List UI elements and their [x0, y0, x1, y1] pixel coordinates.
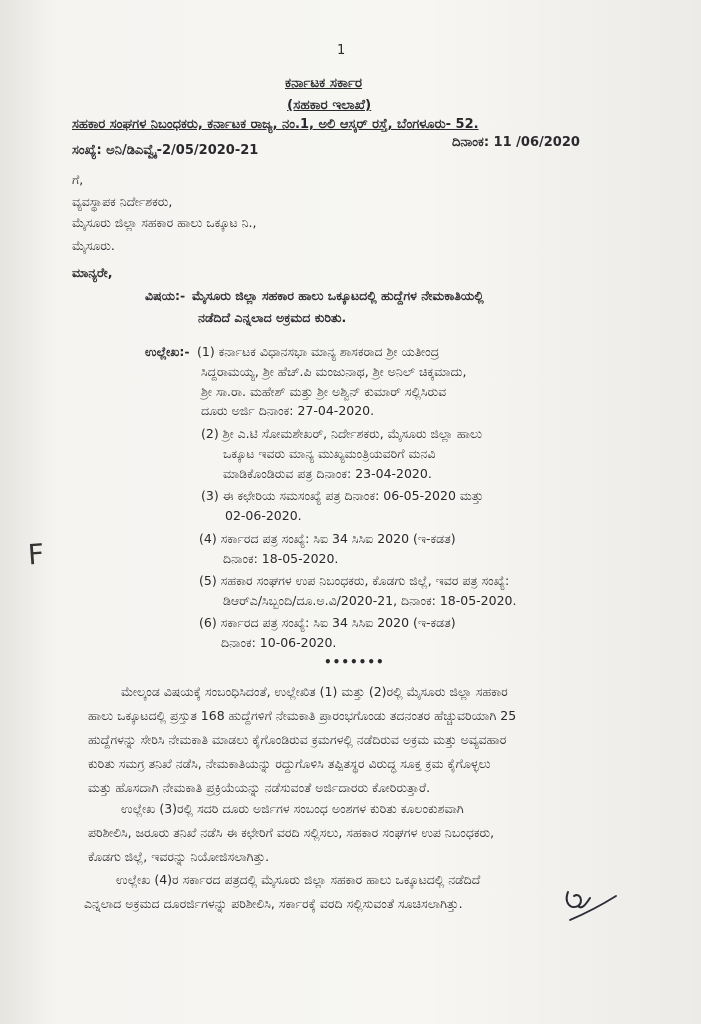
paragraph-line: ಉಲ್ಲೇಖ (3)ರಲ್ಲಿ ಸದರಿ ದೂರು ಅರ್ಜಿಗಳ ಸಂಬಂಧ ಅಂಶಗಳ ಕುರಿತು ಕೂಲಂಕುಶವಾಗಿ [121, 801, 464, 816]
letter-date: ದಿನಾಂಕ: 11 /06/2020 [452, 135, 580, 150]
reference-item: ಸಿದ್ದರಾಮಯ್ಯ, ಶ್ರೀ ಹೆಚ್.ಪಿ ಮಂಜುನಾಥ, ಶ್ರೀ ಅನಿಲ್ ಚಿಕ್ಕಮಾದು, [201, 364, 467, 379]
header-government: ಕರ್ನಾಟಕ ಸರ್ಕಾರ [285, 75, 363, 91]
reference-item: ದಿನಾಂಕ: 18-05-2020. [223, 551, 339, 566]
body-paragraph [88, 680, 517, 800]
reference-item: ಮಾಡಿಕೊಂಡಿರುವ ಪತ್ರ ದಿನಾಂಕ: 23-04-2020. [223, 466, 432, 481]
reference-item: ಶ್ರೀ ಸಾ.ರಾ. ಮಹೇಶ್ ಮತ್ತು ಶ್ರೀ ಅಶ್ವಿನ್ ಕುಮಾರ್ ಸಲ್ಲಿಸಿರುವ [201, 384, 447, 399]
paragraph-line: ಹಾಲು ಒಕ್ಕೂಟದಲ್ಲಿ ಪ್ರಸ್ತುತ 168 ಹುದ್ದೆಗಳಿಗೆ ನೇಮಕಾತಿ ಪ್ರಾರಂಭಗೊಂಡು ತದನಂತರ ಹೆಚ್ಚುವರಿಯಾಗಿ 25 [88, 708, 517, 723]
references-label: ಉಲ್ಲೇಖ:- [145, 344, 190, 359]
initials-signature [560, 880, 620, 928]
paragraph-line: ಮೇಲ್ಕಂಡ ವಿಷಯಕ್ಕೆ ಸಂಬಂಧಿಸಿದಂತೆ, ಉಲ್ಲೇಖಿತ (1) ಮತ್ತು (2)ರಲ್ಲಿ ಮೈಸೂರು ಜಿಲ್ಲಾ ಸಹಕಾರ [121, 684, 508, 699]
subject-text: ನಡೆದಿದೆ ಎನ್ನಲಾದ ಅಕ್ರಮದ ಕುರಿತು. [198, 310, 347, 325]
separator: ••••••• [324, 655, 385, 669]
paragraph-line: ಎನ್ನಲಾದ ಅಕ್ರಮದ ದೂರರ್ಜಿಗಳನ್ನು ಪರಿಶೀಲಿಸಿ, ಸರ್ಕಾರಕ್ಕೆ ವರದಿ ಸಲ್ಲಿಸುವಂತೆ ಸೂಚಿಸಲಾಗಿತ್ತು. [84, 896, 463, 911]
subject-text: ಮೈಸೂರು ಜಿಲ್ಲಾ ಸಹಕಾರ ಹಾಲು ಒಕ್ಕೂಟದಲ್ಲಿ ಹುದ್ದೆಗಳ ನೇಮಕಾತಿಯಲ್ಲಿ [192, 288, 484, 303]
paragraph-line: ಕುರಿತು ಸಮಗ್ರ ತನಿಖೆ ನಡೆಸಿ, ನೇಮಕಾತಿಯನ್ನು ರದ್ದುಗೊಳಿಸಿ ತಪ್ಪಿತಸ್ಥರ ವಿರುದ್ಧ ಸೂಕ್ತ ಕ್ರಮ ಕೈಗೊಳ್ಳಲು [88, 756, 491, 771]
salutation: ಮಾನ್ಯರೇ, [72, 265, 113, 280]
body-paragraph [88, 797, 494, 869]
body-paragraph [84, 868, 480, 916]
reference-item: (5) ಸಹಕಾರ ಸಂಘಗಳ ಉಪ ನಿಬಂಧಕರು, ಕೊಡಗು ಜಿಲ್ಲೆ, ಇವರ ಪತ್ರ ಸಂಖ್ಯೆ: [199, 573, 510, 588]
recipient-line: ವ್ಯವಸ್ಥಾಪಕ ನಿರ್ದೇಶಕರು, [72, 194, 173, 209]
reference-item: (6) ಸರ್ಕಾರದ ಪತ್ರ ಸಂಖ್ಯೆ: ಸಿಐ 34 ಸಿಸಿಐ 2020 (ಇ-ಕಡತ) [199, 615, 456, 630]
reference-item: (4) ಸರ್ಕಾರದ ಪತ್ರ ಸಂಖ್ಯೆ: ಸಿಐ 34 ಸಿಸಿಐ 2020 (ಇ-ಕಡತ) [199, 531, 456, 546]
recipient-to: ಗೆ, [72, 172, 84, 187]
recipient-line: ಮೈಸೂರು ಜಿಲ್ಲಾ ಸಹಕಾರ ಹಾಲು ಒಕ್ಕೂಟ ನಿ., [72, 215, 257, 230]
recipient-line: ಮೈಸೂರು. [72, 238, 115, 253]
paragraph-line: ಹುದ್ದೆಗಳನ್ನು ಸೇರಿಸಿ ನೇಮಕಾತಿ ಮಾಡಲು ಕೈಗೊಂಡಿರುವ ಕ್ರಮಗಳಲ್ಲಿ ನಡೆದಿರುವ ಅಕ್ರಮ ಮತ್ತು ಅವ್ಯವಹಾರ [88, 732, 507, 747]
header-department: (ಸಹಕಾರ ಇಲಾಖೆ) [287, 97, 372, 113]
reference-item: (1) ಕರ್ನಾಟಕ ವಿಧಾನಸಭಾ ಮಾನ್ಯ ಶಾಸಕರಾದ ಶ್ರೀ ಯತೀಂದ್ರ [197, 344, 440, 359]
reference-item: (3) ಈ ಕಛೇರಿಯ ಸಮಸಂಖ್ಯೆ ಪತ್ರ ದಿನಾಂಕ: 06-05-2020 ಮತ್ತು [201, 488, 484, 503]
reference-item: (2) ಶ್ರೀ ಎ.ಟಿ ಸೋಮಶೇಖರ್, ನಿರ್ದೇಶಕರು, ಮೈಸೂರು ಜಿಲ್ಲಾ ಹಾಲು [201, 426, 483, 441]
paragraph-line: ಪರಿಶೀಲಿಸಿ, ಜರೂರು ತನಿಖೆ ನಡೆಸಿ ಈ ಕಛೇರಿಗೆ ವರದಿ ಸಲ್ಲಿಸಲು, ಸಹಕಾರ ಸಂಘಗಳ ಉಪ ನಿಬಂಧಕರು, [88, 825, 495, 840]
paragraph-line: ಮತ್ತು ಹೊಸದಾಗಿ ನೇಮಕಾತಿ ಪ್ರಕ್ರಿಯೆಯನ್ನು ನಡೆಸುವಂತೆ ಅರ್ಜಿದಾರರು ಕೋರಿರುತ್ತಾರೆ. [88, 780, 431, 795]
page-number: 1 [337, 43, 346, 58]
header-office: ಸಹಕಾರ ಸಂಘಗಳ ನಿಬಂಧಕರು, ಕರ್ನಾಟಕ ರಾಜ್ಯ, ನಂ.1, ಅಲಿ ಆಸ್ಕರ್ ರಸ್ತೆ, ಬೆಂಗಳೂರು- 52. [72, 117, 479, 132]
paragraph-line: ಉಲ್ಲೇಖ (4)ರ ಸರ್ಕಾರದ ಪತ್ರದಲ್ಲಿ ಮೈಸೂರು ಜಿಲ್ಲಾ ಸಹಕಾರ ಹಾಲು ಒಕ್ಕೂಟದಲ್ಲಿ ನಡೆದಿದೆ [116, 872, 481, 887]
reference-number: ಸಂಖ್ಯೆ: ಅನಿ/ಡಿಎವ್ವೈ-2/05/2020-21 [72, 143, 259, 158]
reference-item: ದೂರು ಅರ್ಜಿ ದಿನಾಂಕ: 27-04-2020. [201, 403, 375, 418]
paragraph-line: ಕೊಡಗು ಜಿಲ್ಲೆ, ಇವರನ್ನು ನಿಯೋಜಿಸಲಾಗಿತ್ತು. [88, 849, 270, 864]
reference-item: ಡಿಆರ್‌ಎ/ಸಿಬ್ಬಂದಿ/ದೂ.ಅ.ವಿ/2020-21, ದಿನಾಂಕ: 18-05-2020. [223, 593, 517, 608]
reference-item: ದಿನಾಂಕ: 10-06-2020. [221, 635, 337, 650]
subject-label: ವಿಷಯ:- [145, 288, 186, 303]
reference-item: ಒಕ್ಕೂಟ ಇವರು ಮಾನ್ಯ ಮುಖ್ಯಮಂತ್ರಿಯವರಿಗೆ ಮನವಿ [223, 446, 436, 461]
reference-item: 02-06-2020. [225, 508, 302, 523]
margin-handwritten-mark: F [26, 537, 46, 572]
